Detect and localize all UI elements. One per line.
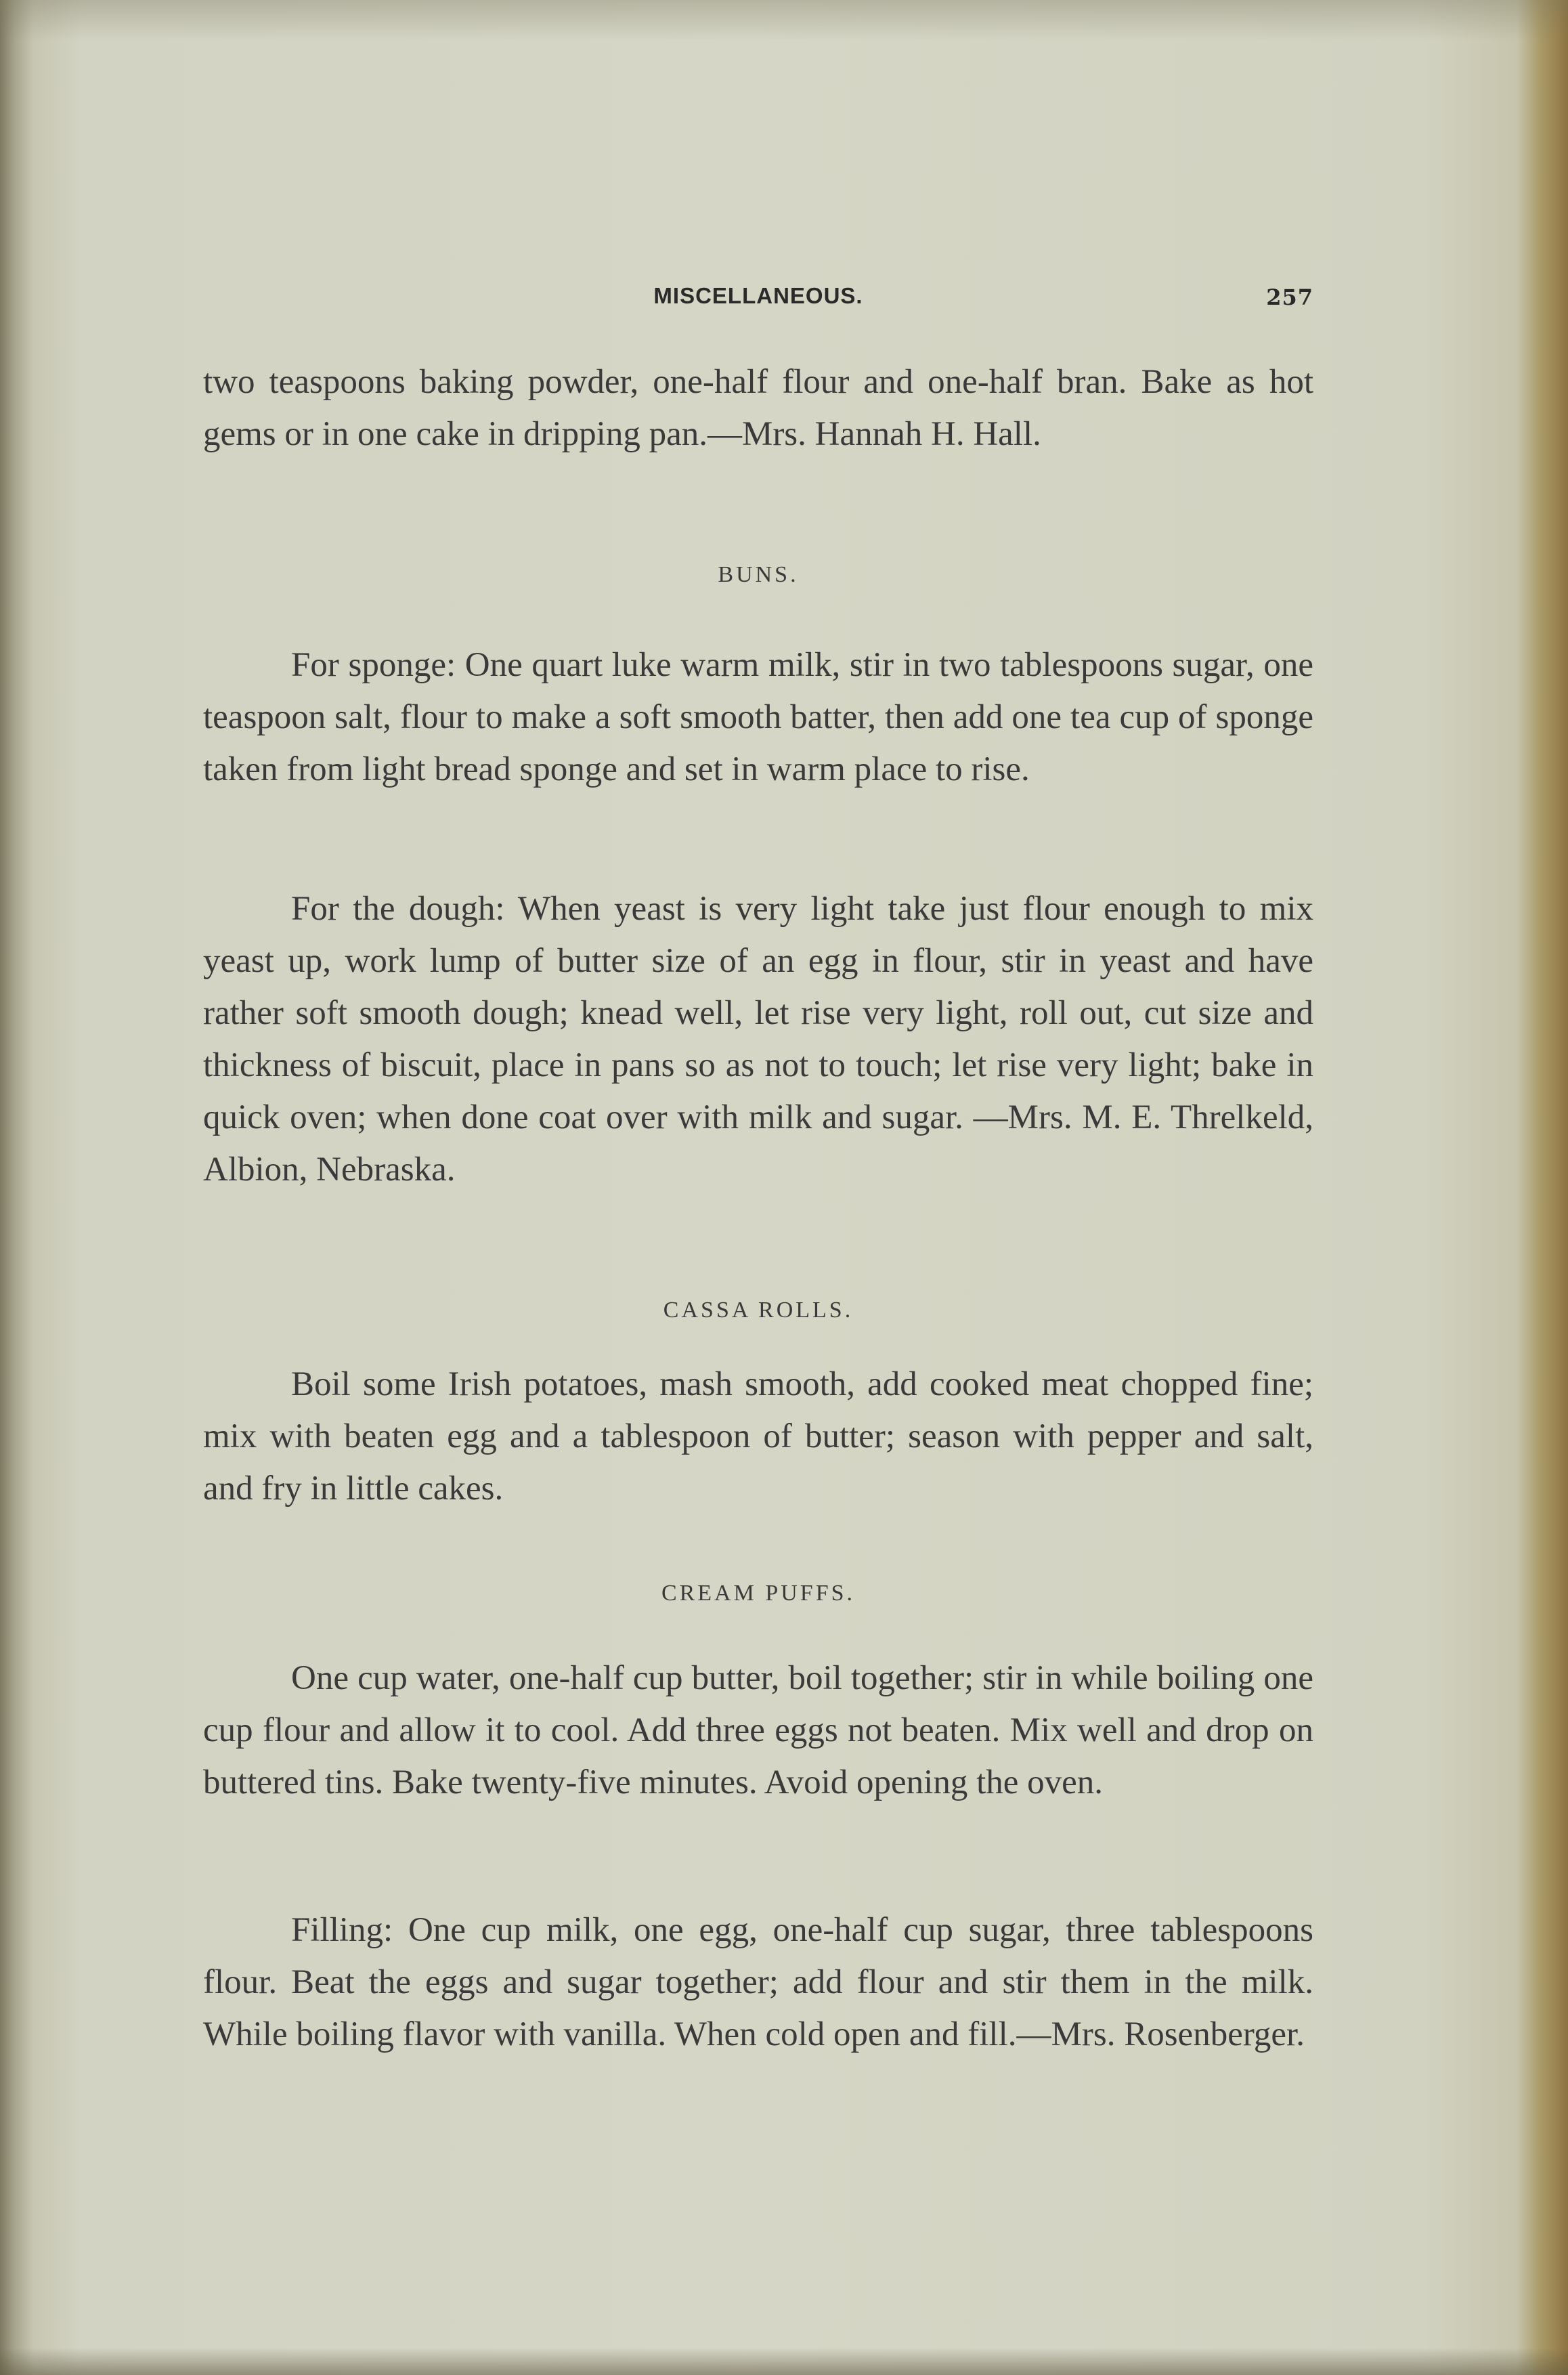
cream-puffs-heading: CREAM PUFFS.: [661, 1581, 856, 1606]
buns-dough-paragraph: For the dough: When yeast is very light take just flour enough to mix yeast up, work lump of butter size of an egg in flour, stir in yeast and have rather soft smooth dough; knead well, let rise very light, roll out, cut size and thickness of biscuit, place in pans so as not to touch; let rise very light; bake in quick oven; when done coat over with milk and sugar. —Mrs. M. E. Threlkeld, Albion, Nebraska.: [203, 890, 1313, 1189]
intro-paragraph: two teaspoons baking powder, one-half flour and one-half bran. Bake as hot gems or in one cake in dripping pan.—Mrs. Hannah H. Hall.: [203, 363, 1313, 453]
cassa-rolls-paragraph: Boil some Irish potatoes, mash smooth, add cooked meat chopped fine; mix with beaten egg and a tablespoon of butter; season with pepper and salt, and fry in little cakes.: [203, 1365, 1313, 1507]
page-number: 257: [1266, 284, 1313, 310]
page-bottom-shadow: [0, 2348, 1568, 2375]
cassa-rolls-heading: CASSA ROLLS.: [663, 1298, 854, 1323]
buns-sponge-paragraph: For sponge: One quart luke warm milk, stir in two tablespoons sugar, one teaspoon salt, flour to make a soft smooth batter, then add one tea cup of sponge taken from light bread sponge and set in warm place to rise.: [203, 646, 1313, 788]
running-head: [203, 283, 1313, 317]
page-top-shadow: [0, 0, 1568, 41]
cream-puffs-paragraph: One cup water, one-half cup butter, boil together; stir in while boiling one cup flour and allow it to cool. Add three eggs not beaten. Mix well and drop on buttered tins. Bake twenty-five minutes. Avoid opening the oven.: [203, 1659, 1313, 1801]
running-title: MISCELLANEOUS.: [653, 283, 863, 308]
buns-heading: BUNS.: [718, 562, 799, 587]
filling-paragraph: Filling: One cup milk, one egg, one-half cup sugar, three tablespoons flour. Beat the eggs and sugar together; add flour and stir them in the milk. While boiling flavor with vanilla. When cold open and fill.—Mrs. Rosenberger.: [203, 1911, 1313, 2053]
